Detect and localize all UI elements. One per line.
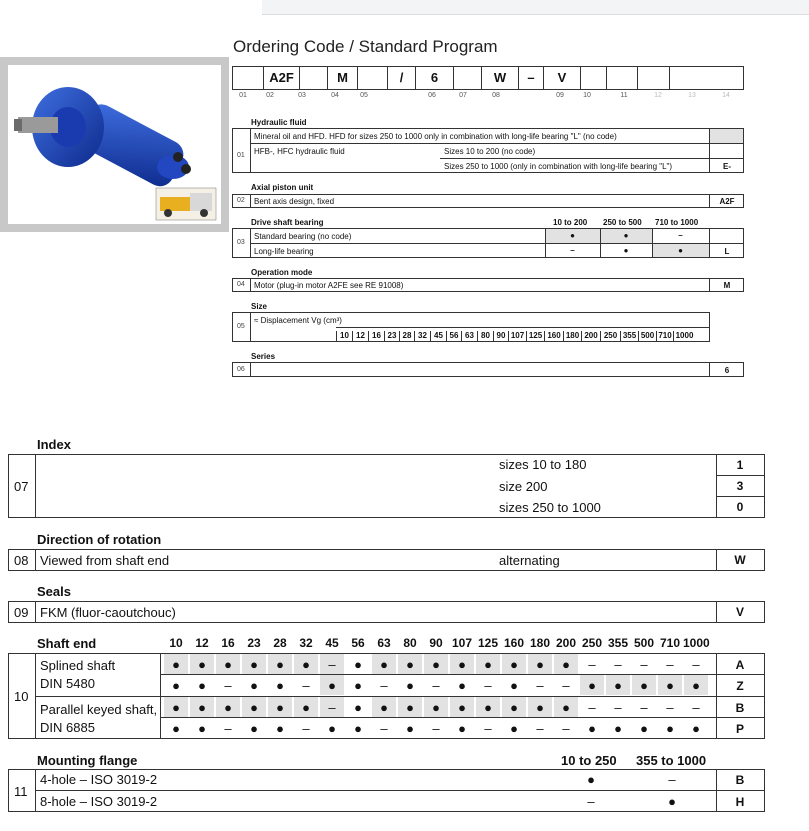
- shaft-code: Z: [736, 679, 744, 693]
- shaft-cell: ●: [198, 721, 206, 736]
- shaft-cell: ●: [536, 700, 544, 715]
- size-value: 160: [544, 331, 563, 342]
- flange-r1c2: –: [668, 772, 676, 787]
- shaft-cell: ●: [484, 657, 492, 672]
- shaft-cell: –: [588, 700, 596, 715]
- size-num: 05: [237, 323, 245, 330]
- hydraulic-title: Hydraulic fluid: [251, 118, 307, 127]
- flange-col2: 355 to 1000: [636, 753, 707, 768]
- index-code2: 3: [736, 479, 744, 493]
- hydraulic-row2b: Sizes 250 to 1000 (only in combination with long-life bearing "L"): [444, 162, 673, 171]
- seals-num: 09: [14, 605, 29, 620]
- axial-code: A2F: [719, 197, 735, 206]
- shaft-cell: ●: [432, 700, 440, 715]
- size-value: 56: [446, 331, 461, 342]
- rotation-code: W: [734, 553, 746, 567]
- flange-r2c1: –: [587, 794, 595, 809]
- code-cell: [300, 67, 328, 89]
- code-cell: /: [388, 67, 416, 89]
- flange-row1: 4-hole – ISO 3019-2: [40, 772, 158, 787]
- code-position-number: 08: [492, 92, 500, 99]
- code-position-number: 05: [360, 92, 368, 99]
- code-cell: [233, 67, 264, 89]
- index-row1: sizes 10 to 180: [499, 457, 587, 472]
- code-cell: V: [544, 67, 581, 89]
- shaft-cell: ●: [354, 721, 362, 736]
- shaft-cell: ●: [510, 721, 518, 736]
- shaft-cell: –: [640, 700, 648, 715]
- shaft-size-header: 80: [403, 636, 417, 650]
- drive-title: Drive shaft bearing: [251, 218, 324, 227]
- shaft-cell: ●: [432, 657, 440, 672]
- code-position-number: 03: [298, 92, 306, 99]
- axial-num: 02: [237, 197, 245, 204]
- code-position-number: 09: [556, 92, 564, 99]
- drive-r2c3: ●: [678, 246, 683, 255]
- shaft-cell: ●: [406, 721, 414, 736]
- size-value: 250: [600, 331, 620, 342]
- drive-col2: 250 to 500: [603, 218, 642, 227]
- size-value: 107: [508, 331, 526, 342]
- index-num: 07: [14, 479, 29, 494]
- flange-row2: 8-hole – ISO 3019-2: [40, 794, 158, 809]
- shaft-cell: –: [666, 657, 674, 672]
- rotation-value: alternating: [499, 553, 560, 568]
- drive-row1: Standard bearing (no code): [254, 232, 352, 241]
- shaft-cell: ●: [406, 678, 414, 693]
- shaft-cell: ●: [380, 700, 388, 715]
- shaft-cell: –: [536, 721, 544, 736]
- shaft-cell: –: [380, 721, 388, 736]
- seals-code: V: [735, 605, 744, 619]
- shaft-cell: ●: [510, 700, 518, 715]
- shaft-cell: –: [614, 700, 622, 715]
- drive-num: 03: [237, 239, 245, 246]
- shaft-cell: ●: [354, 678, 362, 693]
- code-position-number: 11: [620, 92, 628, 99]
- shaft-cell: ●: [406, 700, 414, 715]
- operation-title: Operation mode: [251, 268, 313, 277]
- shaft-cell: ●: [354, 657, 362, 672]
- shaft-cell: ●: [614, 678, 622, 693]
- shaft-cell: ●: [458, 700, 466, 715]
- shaft-cell: –: [692, 700, 700, 715]
- flange-r2c2: ●: [668, 794, 676, 809]
- shaft-size-header: 200: [555, 636, 577, 650]
- index-row3: sizes 250 to 1000: [499, 500, 601, 515]
- code-position-number: 14: [722, 92, 730, 99]
- shaft-cell: ●: [250, 678, 258, 693]
- size-value: 500: [638, 331, 656, 342]
- shaft-cell: ●: [172, 700, 180, 715]
- drive-r1c1: ●: [570, 231, 575, 240]
- shaft-cell: ●: [640, 678, 648, 693]
- shaft-size-header: 710: [659, 636, 681, 650]
- code-cell: [358, 67, 388, 89]
- size-value: 32: [414, 331, 430, 342]
- shaft-code: B: [735, 701, 745, 715]
- code-position-number: 10: [583, 92, 591, 99]
- shaft-cell: ●: [276, 721, 284, 736]
- shaft-size-header: 500: [633, 636, 655, 650]
- shaft-cell: –: [562, 678, 570, 693]
- shaft-size-header: 160: [503, 636, 525, 650]
- shaft-cell: ●: [562, 700, 570, 715]
- shaft-cell: ●: [458, 721, 466, 736]
- flange-r1c1: ●: [587, 772, 595, 787]
- code-position-number: 12: [654, 92, 662, 99]
- shaft-cell: ●: [510, 678, 518, 693]
- rotation-title: Direction of rotation: [37, 532, 162, 547]
- operation-code: M: [723, 281, 731, 290]
- code-cell: –: [519, 67, 544, 89]
- index-box: [8, 454, 765, 518]
- size-value: 80: [477, 331, 493, 342]
- page-title: Ordering Code / Standard Program: [233, 37, 498, 56]
- size-value: 180: [563, 331, 581, 342]
- code-cell: A2F: [264, 67, 300, 89]
- size-value: 63: [461, 331, 477, 342]
- size-value: 125: [526, 331, 544, 342]
- shaft-group1b: DIN 5480: [40, 676, 95, 691]
- rotation-num: 08: [14, 553, 29, 568]
- shaft-cell: –: [692, 657, 700, 672]
- code-cell: [454, 67, 482, 89]
- code-position-number: 13: [688, 92, 696, 99]
- shaft-cell: –: [302, 721, 310, 736]
- code-cell: M: [328, 67, 358, 89]
- code-position-number: 02: [266, 92, 274, 99]
- shaft-cell: ●: [172, 721, 180, 736]
- series-code: 6: [724, 366, 730, 375]
- drive-col1: 10 to 200: [553, 218, 588, 227]
- flange-title: Mounting flange: [37, 753, 138, 768]
- series-box: [232, 362, 744, 377]
- shaft-cell: –: [302, 678, 310, 693]
- shaft-cell: ●: [250, 700, 258, 715]
- shaft-cell: –: [224, 721, 232, 736]
- size-value: 1000: [673, 331, 695, 342]
- hydraulic-num: 01: [237, 152, 245, 159]
- index-code1: 1: [736, 458, 744, 472]
- series-title: Series: [251, 352, 276, 361]
- shaft-size-header: 355: [607, 636, 629, 650]
- code-position-number: 01: [239, 92, 247, 99]
- size-value: 10: [336, 331, 352, 342]
- size-value: 200: [581, 331, 600, 342]
- ordering-code-row: [232, 66, 744, 90]
- shaft-code: P: [735, 722, 744, 736]
- size-value: 90: [493, 331, 508, 342]
- drive-row2: Long-life bearing: [254, 247, 314, 256]
- flange-code2: H: [735, 795, 745, 809]
- shaft-cell: ●: [588, 678, 596, 693]
- shaft-cell: –: [614, 657, 622, 672]
- hydraulic-row1: Mineral oil and HFD. HFD for sizes 250 to 1000 only in combination with long-life bearing "L" (no code): [254, 132, 617, 141]
- drive-code: L: [724, 247, 730, 256]
- shaft-cell: ●: [172, 678, 180, 693]
- shaft-cell: ●: [510, 657, 518, 672]
- size-value: 355: [620, 331, 638, 342]
- seals-row: FKM (fluor-caoutchouc): [40, 605, 176, 620]
- code-cell: [607, 67, 638, 89]
- shaft-size-header: 180: [529, 636, 551, 650]
- hydraulic-row2a: Sizes 10 to 200 (no code): [444, 147, 536, 156]
- index-title: Index: [37, 437, 71, 452]
- axial-title: Axial piston unit: [251, 183, 314, 192]
- shaft-cell: ●: [536, 657, 544, 672]
- shaft-title: Shaft end: [37, 636, 97, 651]
- shaft-group2b: DIN 6885: [40, 720, 95, 735]
- shaft-cell: ●: [588, 721, 596, 736]
- shaft-cell: –: [432, 721, 440, 736]
- shaft-size-header: 107: [451, 636, 473, 650]
- drive-r1c2: ●: [623, 231, 629, 240]
- index-code3: 0: [736, 500, 744, 514]
- shaft-cell: ●: [614, 721, 622, 736]
- shaft-cell: –: [640, 657, 648, 672]
- shaft-group2: Parallel keyed shaft,: [40, 702, 158, 717]
- shaft-size-header: 16: [221, 636, 235, 650]
- shaft-cell: –: [380, 678, 388, 693]
- shaft-cell: ●: [380, 657, 388, 672]
- shaft-size-header: 32: [299, 636, 313, 650]
- shaft-cell: ●: [354, 700, 362, 715]
- shaft-cell: ●: [458, 657, 466, 672]
- shaft-size-header: 1000: [683, 636, 710, 650]
- shaft-size-header: 56: [351, 636, 365, 650]
- shaft-cell: –: [432, 678, 440, 693]
- drive-col3: 710 to 1000: [655, 218, 699, 227]
- shaft-cell: ●: [198, 657, 206, 672]
- shaft-code: A: [735, 658, 745, 672]
- rotation-row: Viewed from shaft end: [40, 553, 170, 568]
- shaft-size-header: 125: [477, 636, 499, 650]
- code-position-number: 07: [459, 92, 467, 99]
- shaft-cell: ●: [458, 678, 466, 693]
- shaft-cell: ●: [562, 657, 570, 672]
- shaft-group1: Splined shaft: [40, 658, 116, 673]
- code-cell: [670, 67, 705, 89]
- size-row: ≈ Displacement Vg (cm³): [254, 316, 342, 325]
- shaft-cell: ●: [406, 657, 414, 672]
- flange-num: 11: [14, 784, 28, 799]
- shaft-cell: ●: [328, 721, 336, 736]
- operation-num: 04: [237, 281, 245, 288]
- code-cell: [638, 67, 670, 89]
- code-position-number: 04: [331, 92, 339, 99]
- shaft-cell: –: [484, 678, 492, 693]
- shaft-cell: ●: [666, 721, 674, 736]
- shaft-cell: ●: [276, 657, 284, 672]
- motor-image: [8, 65, 221, 224]
- shaft-cell: ●: [692, 678, 700, 693]
- drive-r1c3: –: [678, 231, 683, 240]
- shaft-cell: –: [328, 700, 336, 715]
- code-cell: 6: [416, 67, 454, 89]
- shaft-size-header: 12: [195, 636, 209, 650]
- shaft-cell: –: [588, 657, 596, 672]
- size-value: 710: [656, 331, 673, 342]
- shaft-cell: ●: [250, 657, 258, 672]
- shaft-size-header: 63: [377, 636, 391, 650]
- flange-col1: 10 to 250: [561, 753, 617, 768]
- shaft-cell: ●: [276, 700, 284, 715]
- code-cell: [581, 67, 607, 89]
- shaft-cell: ●: [640, 721, 648, 736]
- shaft-cell: –: [562, 721, 570, 736]
- index-row2: size 200: [499, 479, 548, 494]
- shaft-cell: ●: [276, 678, 284, 693]
- shaft-cell: ●: [198, 700, 206, 715]
- shaft-cell: –: [328, 657, 336, 672]
- operation-row: Motor (plug-in motor A2FE see RE 91008): [254, 281, 404, 290]
- code-position-number: 06: [428, 92, 436, 99]
- top-bar: [262, 0, 809, 15]
- axial-row: Bent axis design, fixed: [254, 197, 335, 206]
- code-cell: W: [482, 67, 519, 89]
- shaft-num: 10: [14, 689, 29, 704]
- shaft-size-header: 90: [429, 636, 443, 650]
- size-title: Size: [251, 302, 268, 311]
- shaft-cell: ●: [172, 657, 180, 672]
- size-value: 16: [368, 331, 384, 342]
- size-value: 23: [384, 331, 399, 342]
- shaft-size-header: 250: [581, 636, 603, 650]
- shaft-cell: ●: [692, 721, 700, 736]
- hydraulic-row2: HFB-, HFC hydraulic fluid: [254, 147, 345, 156]
- shaft-cell: –: [666, 700, 674, 715]
- shaft-cell: ●: [302, 657, 310, 672]
- shaft-cell: ●: [666, 678, 674, 693]
- series-num: 06: [237, 366, 245, 373]
- shaft-cell: ●: [484, 700, 492, 715]
- shaft-cell: ●: [250, 721, 258, 736]
- seals-title: Seals: [37, 584, 71, 599]
- size-value: 45: [430, 331, 446, 342]
- shaft-size-header: 23: [247, 636, 261, 650]
- size-value: 28: [399, 331, 414, 342]
- shaft-cell: ●: [198, 678, 206, 693]
- shaft-cell: –: [224, 678, 232, 693]
- shaft-size-header: 45: [325, 636, 339, 650]
- hydraulic-code: E-: [723, 162, 731, 171]
- drive-r2c2: ●: [623, 246, 629, 255]
- shaft-cell: ●: [224, 700, 232, 715]
- shaft-size-header: 28: [273, 636, 287, 650]
- flange-code1: B: [735, 773, 745, 787]
- shaft-cell: ●: [224, 657, 232, 672]
- shaft-cell: –: [536, 678, 544, 693]
- shaft-cell: ●: [328, 678, 336, 693]
- size-value: 12: [352, 331, 368, 342]
- shaft-cell: ●: [302, 700, 310, 715]
- shaft-cell: –: [484, 721, 492, 736]
- drive-r2c1: –: [570, 246, 575, 255]
- product-photo: [0, 57, 229, 232]
- shaft-size-header: 10: [169, 636, 183, 650]
